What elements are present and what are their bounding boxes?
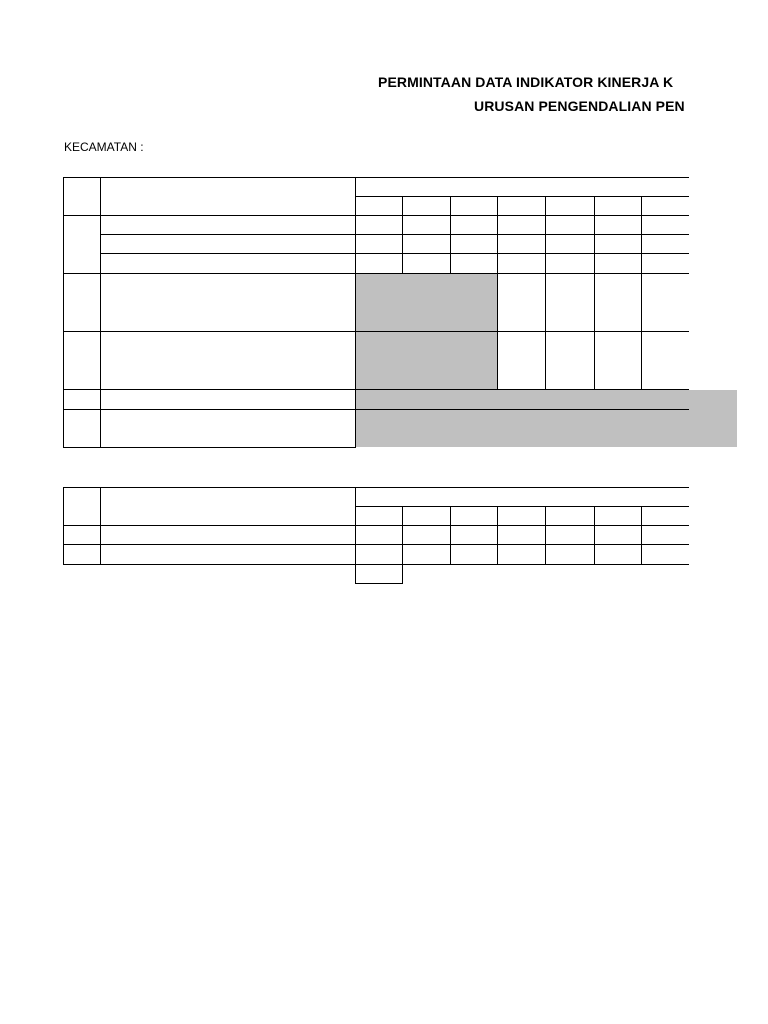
no-header bbox=[63, 487, 100, 525]
indicator-label bbox=[100, 253, 357, 273]
grid-line bbox=[594, 506, 595, 565]
grid-line bbox=[545, 196, 546, 254]
month-5 bbox=[594, 506, 641, 525]
grid-line bbox=[355, 487, 356, 584]
kecamatan-label: KECAMATAN : bbox=[64, 140, 144, 154]
month-4 bbox=[545, 506, 594, 525]
grid-line bbox=[355, 177, 356, 448]
grid-line bbox=[63, 389, 689, 390]
grid-line bbox=[63, 564, 689, 565]
month-1 bbox=[402, 506, 450, 525]
shaded-overflow-cell bbox=[689, 390, 737, 447]
grid-line bbox=[63, 447, 356, 448]
month-6 bbox=[641, 506, 689, 525]
indikator-header bbox=[100, 487, 355, 525]
row-number bbox=[63, 215, 100, 273]
grid-line bbox=[355, 583, 403, 584]
indicator-label bbox=[100, 544, 357, 564]
grid-line bbox=[355, 506, 689, 507]
grid-line bbox=[641, 506, 642, 565]
grid-line bbox=[63, 331, 689, 332]
age-group-1 bbox=[402, 196, 450, 215]
grid-line bbox=[450, 196, 451, 254]
row-number bbox=[63, 544, 100, 564]
grid-line bbox=[497, 253, 498, 390]
grid-line bbox=[63, 215, 689, 216]
age-group-3 bbox=[497, 196, 545, 215]
page-title-line-1: PERMINTAAN DATA INDIKATOR KINERJA K bbox=[378, 74, 674, 90]
indicator-label bbox=[100, 273, 357, 331]
shaded-block-row-3 bbox=[356, 332, 497, 389]
grid-line bbox=[100, 487, 101, 565]
shaded-block-row-5 bbox=[356, 410, 689, 447]
month-3 bbox=[497, 506, 545, 525]
grid-line bbox=[402, 253, 403, 274]
grid-line bbox=[63, 177, 64, 448]
grid-line bbox=[545, 506, 546, 565]
grid-line bbox=[100, 234, 689, 235]
grid-line bbox=[63, 487, 64, 565]
grid-line bbox=[402, 564, 403, 584]
indicator-label bbox=[100, 331, 357, 389]
grid-line bbox=[594, 196, 595, 254]
row-number bbox=[63, 389, 100, 409]
indicator-label bbox=[100, 234, 357, 253]
grid-line bbox=[450, 506, 451, 565]
grid-line bbox=[63, 544, 689, 545]
row-number bbox=[63, 409, 100, 447]
grid-line bbox=[497, 196, 498, 254]
shaded-block-row-2 bbox=[356, 274, 497, 331]
age-group-5 bbox=[594, 196, 641, 215]
grid-line bbox=[450, 253, 451, 274]
grid-line bbox=[100, 253, 689, 254]
grid-line bbox=[641, 253, 642, 390]
grid-line bbox=[594, 253, 595, 390]
grid-line bbox=[545, 253, 546, 390]
indicator-label bbox=[100, 215, 357, 234]
grid-line bbox=[63, 487, 689, 488]
grid-line bbox=[100, 177, 101, 448]
grid-line bbox=[63, 525, 689, 526]
grid-line bbox=[497, 506, 498, 565]
indicator-label bbox=[100, 389, 357, 409]
page-title-line-2: URUSAN PENGENDALIAN PEN bbox=[474, 98, 685, 114]
row-number bbox=[63, 331, 100, 389]
age-group-4 bbox=[545, 196, 594, 215]
grid-line bbox=[402, 506, 403, 565]
no-header bbox=[63, 177, 100, 215]
indikator-header bbox=[100, 177, 355, 215]
grid-line bbox=[63, 177, 689, 178]
month-0 bbox=[355, 506, 402, 525]
grid-line bbox=[641, 196, 642, 254]
row-number bbox=[63, 525, 100, 544]
age-group-2 bbox=[450, 196, 497, 215]
indicator-label bbox=[100, 409, 357, 447]
grid-line bbox=[63, 409, 689, 410]
age-group-0 bbox=[355, 196, 402, 215]
shaded-block-row-4 bbox=[356, 390, 689, 409]
grid-line bbox=[355, 196, 689, 197]
indicator-label bbox=[100, 525, 357, 544]
row-number bbox=[63, 273, 100, 331]
month-2 bbox=[450, 506, 497, 525]
age-group-6 bbox=[641, 196, 689, 215]
grid-line bbox=[402, 196, 403, 254]
grid-line bbox=[63, 273, 689, 274]
